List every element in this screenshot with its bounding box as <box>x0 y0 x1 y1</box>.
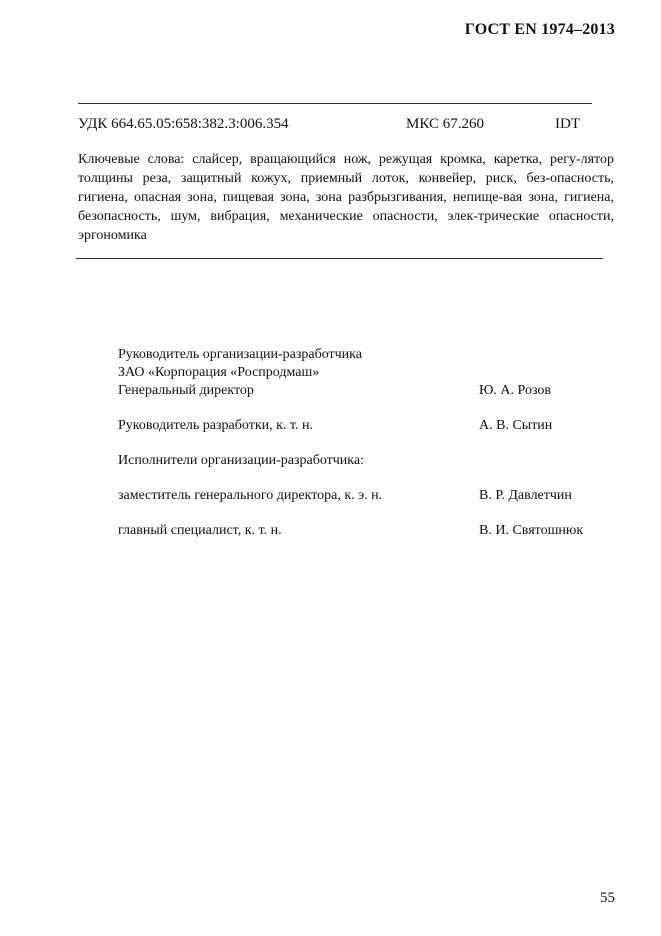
top-divider <box>78 103 592 104</box>
specialist-name: В. И. Святошнюк <box>479 523 584 538</box>
udk-code: УДК 664.65.05:658:382.3:006.354 <box>78 116 289 132</box>
org-head-line1: Руководитель организации-разработчика <box>118 347 362 362</box>
org-head-line2: ЗАО «Корпорация «Роспродмаш» <box>118 365 320 380</box>
executors-heading-row <box>118 452 608 470</box>
document-standard-header: ГОСТ EN 1974–2013 <box>464 21 615 38</box>
org-head-role: Генеральный директор <box>118 383 254 398</box>
org-head-line2-row <box>118 364 608 382</box>
specialist-role: главный специалист, к. т. н. <box>118 523 282 538</box>
org-head-signature-row <box>118 382 608 400</box>
org-head-name: Ю. А. Розов <box>479 383 551 398</box>
specialist-signature-row <box>118 522 608 540</box>
lead-signature-row <box>118 417 608 435</box>
org-head-line1-row <box>118 346 608 364</box>
page-number: 55 <box>600 890 615 906</box>
classification-line <box>78 116 598 136</box>
lead-role: Руководитель разработки, к. т. н. <box>118 418 313 433</box>
bottom-divider <box>76 258 603 259</box>
mks-code: МКС 67.260 <box>406 116 484 132</box>
executors-heading: Исполнители организации-разработчика: <box>118 453 364 468</box>
deputy-role: заместитель генерального директора, к. э. н. <box>118 488 383 503</box>
deputy-signature-row <box>118 487 608 505</box>
lead-name: А. В. Сытин <box>479 418 553 433</box>
idt-marker: IDT <box>555 116 580 132</box>
signatures-block <box>118 346 608 540</box>
keywords-paragraph: Ключевые слова: слайсер, вращающийся нож, режущая кромка, каретка, регу-лятор толщины реза, защитный кожух, приемный лоток, конвейер, риск, без-опасность, гигиена, опасная зона, пищевая зона, зона разбрызгивания, непище-вая зона, гигиена, безопасность, шум, вибрация, механические опасности, элек-трические опасности, эргономика <box>78 152 614 243</box>
deputy-name: В. Р. Давлетчин <box>479 488 572 503</box>
